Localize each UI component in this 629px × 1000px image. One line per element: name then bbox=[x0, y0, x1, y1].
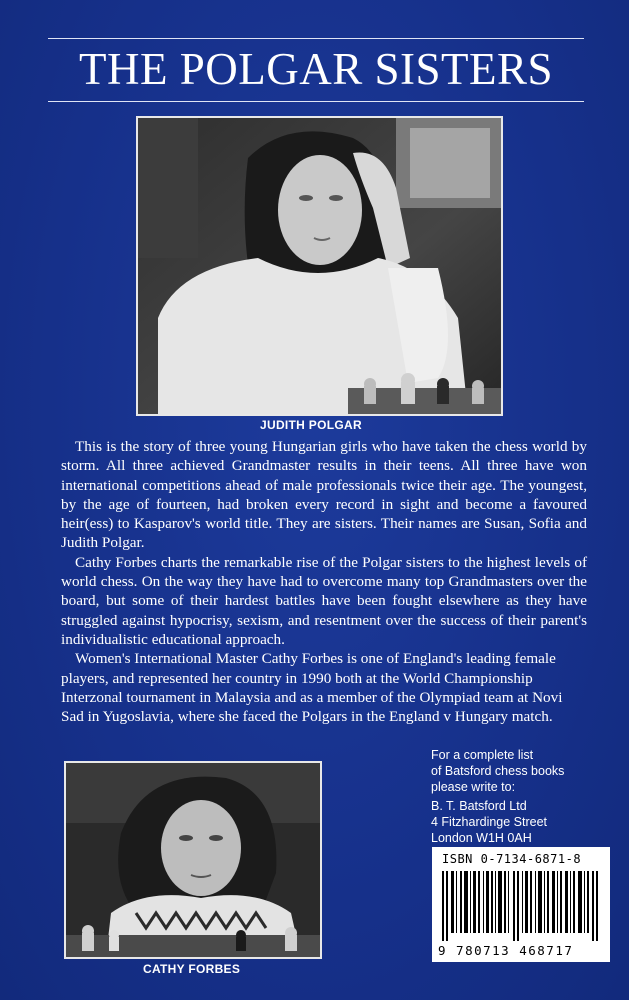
title-rule-bottom bbox=[48, 101, 584, 102]
barcode-bars bbox=[442, 871, 602, 941]
cathy-forbes-caption: CATHY FORBES bbox=[143, 962, 241, 976]
barcode-label bbox=[432, 847, 610, 962]
book-title: THE POLGAR SISTERS bbox=[78, 44, 554, 94]
publisher-intro-line: please write to: bbox=[431, 780, 516, 794]
ean-number: 9 780713 468717 bbox=[438, 943, 574, 958]
publisher-intro-line: of Batsford chess books bbox=[431, 764, 565, 778]
publisher-intro-line: For a complete list bbox=[431, 748, 534, 762]
publisher-address bbox=[431, 798, 621, 846]
cathy-forbes-image bbox=[66, 763, 320, 957]
publisher-address-line: 4 Fitzhardinge Street bbox=[431, 815, 548, 829]
judith-polgar-image bbox=[138, 118, 501, 414]
publisher-address-line: B. T. Batsford Ltd bbox=[431, 799, 527, 813]
publisher-intro bbox=[431, 747, 621, 795]
blurb-paragraph-1: This is the story of three young Hungarian girls who have taken the chess world by storm. All three achieved Grandmaster results in their teens. All three have won international competitions ahead of male professionals twice their age. The youngest, by the age of fourteen, had broken every record in sight and become a favoured heir(ess) to Kasparov's world title. They are sisters. Their names are Susan, Sofia and Judith Polgar. bbox=[61, 438, 587, 552]
publisher-address-line: London W1H 0AH bbox=[431, 831, 532, 845]
judith-polgar-photo bbox=[136, 116, 503, 416]
blurb-paragraph-2: Cathy Forbes charts the remarkable rise of the Polgar sisters to the highest levels of world chess. On the way they have had to overcome many top Grandmasters over the board, but some of their hardest battles have been fought elsewhere as they have struggled against hypocrisy, sexism, and resentment over the success of their parent's individualistic educational approach. bbox=[61, 553, 587, 648]
blurb-paragraph-3: Women's International Master Cathy Forbes is one of England's leading female players, and represented her country in 1990 both at the World Championship Interzonal tournament in Malaysia and as a member of the Olympiad team at Novi Sad in Yugoslavia, where she faced the Polgars in the England v Hungary match. bbox=[61, 650, 563, 726]
judith-polgar-caption: JUDITH POLGAR bbox=[260, 418, 362, 432]
cathy-forbes-photo bbox=[64, 761, 322, 959]
isbn-number: ISBN 0-7134-6871-8 bbox=[442, 852, 582, 866]
title-rule-top bbox=[48, 38, 584, 39]
blurb-text bbox=[61, 437, 587, 726]
